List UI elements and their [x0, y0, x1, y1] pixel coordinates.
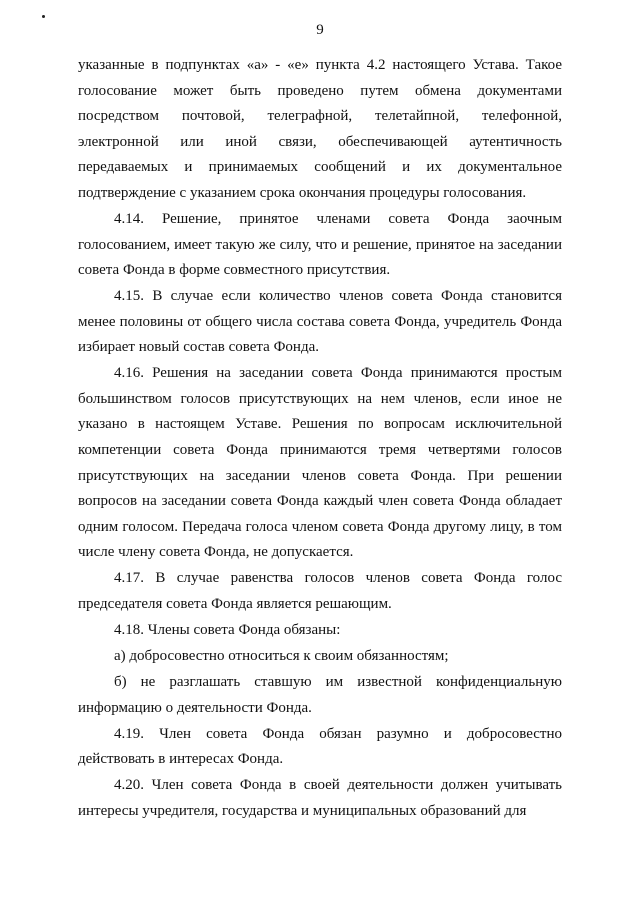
- paragraph-4-18-b: б) не разглашать ставшую им известной конфиденциальную информацию о деятельности Фонда.: [78, 673, 562, 716]
- paragraph-4-18: 4.18. Члены совета Фонда обязаны:: [114, 622, 341, 639]
- paragraph-4-19: 4.19. Член совета Фонда обязан разумно и добросовестно действовать в интересах Фонда.: [78, 725, 562, 768]
- paragraph-4-18-a: а) добросовестно относиться к своим обязанностям;: [114, 648, 449, 664]
- paragraph-4-17: 4.17. В случае равенства голосов членов совета Фонда голос председателя совета Фонда является решающим.: [78, 570, 562, 613]
- paragraph-4-15: 4.15. В случае если количество членов совета Фонда становится менее половины от общего числа состава совета Фонда, учредитель Фонда избирает новый состав совета Фонда.: [78, 288, 562, 356]
- paragraph-4-20: 4.20. Член совета Фонда в своей деятельности должен учитывать интересы учредителя, государства и муниципальных образований для: [78, 777, 562, 819]
- paragraph-4-16: 4.16. Решения на заседании совета Фонда принимаются простым большинством голосов присутствующих на нем членов, если иное не указано в настоящем Уставе. Решения по вопросам исключительной компетенции совета Фонда принимаются тремя четвертями голосов присутствующих на заседании членов совета Фонда. При решении вопросов на заседании совета Фонда каждый член совета Фонда обладает одним голосом. Передача голоса членом совета Фонда другому лицу, в том числе члену совета Фонда, не допускается.: [78, 365, 562, 561]
- paragraph-4-14: 4.14. Решение, принятое членами совета Фонда заочным голосованием, имеет такую же силу, что и решение, принятое на заседании совета Фонда в форме совместного присутствия.: [78, 210, 562, 279]
- paragraph-continuation: указанные в подпунктах «а» - «е» пункта 4.2 настоящего Устава. Такое голосование может быть проведено путем обмена документами посредством почтовой, телеграфной, телетайпной, телефонной, электронной или иной связи, обеспечивающей аутентичность передаваемых и принимаемых сообщений и их документальное подтверждение с указанием срока окончания процедуры голосования.: [78, 57, 562, 201]
- document-body: [78, 53, 562, 824]
- scan-dot-mark: [42, 15, 45, 18]
- page-number: 9: [316, 22, 324, 38]
